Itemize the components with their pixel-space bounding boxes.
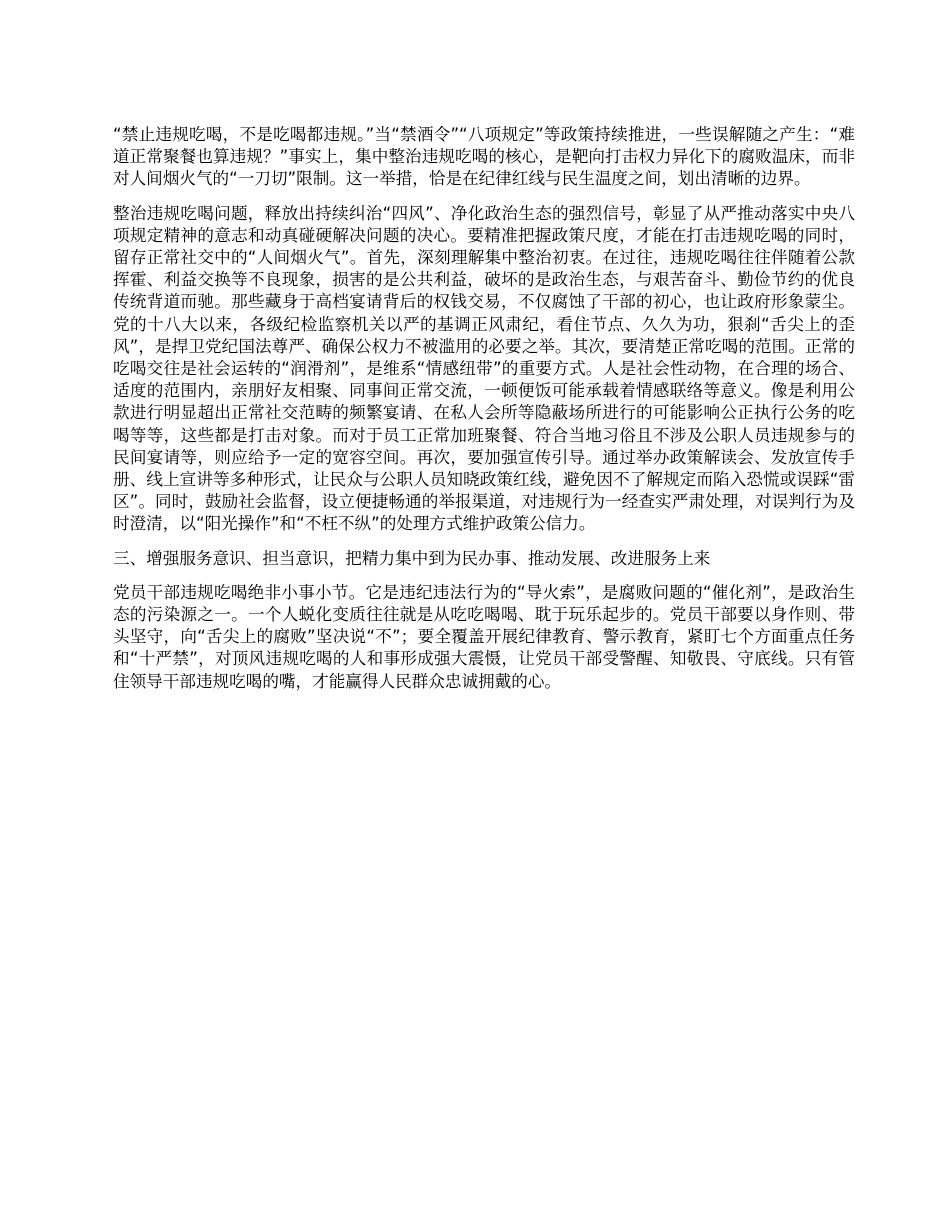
section-heading: 三、增强服务意识、担当意识，把精力集中到为民办事、推动发展、改进服务上来 <box>113 548 711 568</box>
paragraph-intro: “禁止违规吃喝，不是吃喝都违规。”当“禁酒令”“八项规定”等政策持续推进，一些误解随之产生：“难道正常聚餐也算违规？”事实上，集中整治违规吃喝的核心，是靶向打击权力异化下的腐败温床，而非对人间烟火气的“一刀切”限制。这一举措，恰是在纪律红线与民生温度之间，划出清晰的边界。 <box>113 125 855 189</box>
document-body <box>113 124 855 705</box>
paragraph-conclusion: 党员干部违规吃喝绝非小事小节。它是违纪违法行为的“导火索”，是腐败问题的“催化剂”，是政治生态的污染源之一。一个人蜕化变质往往就是从吃吃喝喝、耽于玩乐起步的。党员干部要以身作则、带头坚守，向“舌尖上的腐败”坚决说“不”；要全覆盖开展纪律教育、警示教育，紧盯七个方面重点任务和“十严禁”，对顶风违规吃喝的人和事形成强大震慑，让党员干部受警醒、知敬畏、守底线。只有管住领导干部违规吃喝的嘴，才能赢得人民群众忠诚拥戴的心。 <box>113 582 855 691</box>
paragraph-policy: 整治违规吃喝问题，释放出持续纠治“四风”、净化政治生态的强烈信号，彰显了从严推动落实中央八项规定精神的意志和动真碰硬解决问题的决心。要精准把握政策尺度，才能在打击违规吃喝的同时，留存正常社交中的“人间烟火气”。首先，深刻理解集中整治初衷。在过往，违规吃喝往往伴随着公款挥霍、利益交换等不良现象，损害的是公共利益，破坏的是政治生态，与艰苦奋斗、勤俭节约的优良传统背道而驰。那些藏身于高档宴请背后的权钱交易，不仅腐蚀了干部的初心，也让政府形象蒙尘。党的十八大以来，各级纪检监察机关以严的基调正风肃纪，看住节点、久久为功，狠刹“舌尖上的歪风”，是捍卫党纪国法尊严、确保公权力不被滥用的必要之举。其次，要清楚正常吃喝的范围。正常的吃喝交往是社会运转的“润滑剂”，是维系“情感纽带”的重要方式。人是社会性动物，在合理的场合、适度的范围内，亲朋好友相聚、同事间正常交流，一顿便饭可能承载着情感联络等意义。像是利用公款进行明显超出正常社交范畴的频繁宴请、在私人会所等隐蔽场所进行的可能影响公正执行公务的吃喝等等，这些都是打击对象。而对于员工正常加班聚餐、符合当地习俗且不涉及公职人员违规参与的民间宴请等，则应给予一定的宽容空间。再次，要加强宣传引导。通过举办政策解读会、发放宣传手册、线上宣讲等多种形式，让民众与公职人员知晓政策红线，避免因不了解规定而陷入恐慌或误踩“雷区”。同时，鼓励社会监督，设立便捷畅通的举报渠道，对违规行为一经查实严肃处理，对误判行为及时澄清，以“阳光操作”和“不枉不纵”的处理方式维护政策公信力。 <box>113 203 855 534</box>
